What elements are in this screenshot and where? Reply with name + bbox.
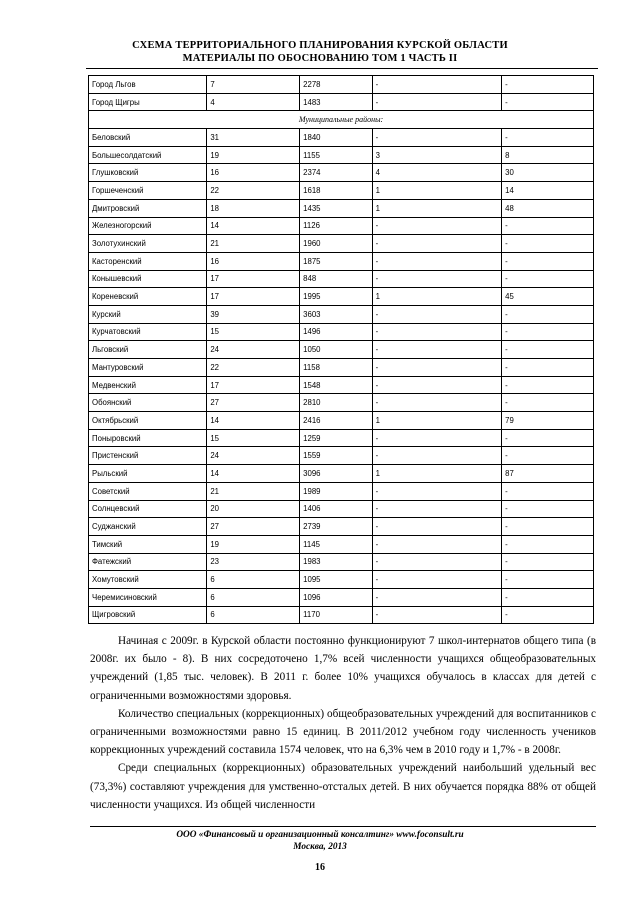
header-subtitle: МАТЕРИАЛЫ ПО ОБОСНОВАНИЮ ТОМ 1 ЧАСТЬ II bbox=[182, 53, 458, 64]
table-cell: Конышевский bbox=[89, 270, 207, 288]
table-cell: 48 bbox=[502, 199, 594, 217]
table-cell: 24 bbox=[207, 447, 300, 465]
table-cell: 1483 bbox=[300, 93, 372, 111]
table-row bbox=[89, 606, 594, 624]
footer-divider bbox=[90, 826, 596, 827]
table-cell: Глушковский bbox=[89, 164, 207, 182]
table-cell: Черемисиновский bbox=[89, 588, 207, 606]
table-cell: 2810 bbox=[300, 394, 372, 412]
table-cell: 1983 bbox=[300, 553, 372, 571]
table-cell: - bbox=[372, 447, 502, 465]
header-divider bbox=[86, 68, 598, 69]
table-row bbox=[89, 288, 594, 306]
table-cell: 15 bbox=[207, 429, 300, 447]
table-cell: 1170 bbox=[300, 606, 372, 624]
table-cell: 1155 bbox=[300, 146, 372, 164]
table-cell: 2278 bbox=[300, 76, 372, 94]
table-cell: Большесолдатский bbox=[89, 146, 207, 164]
table-cell: Обоянский bbox=[89, 394, 207, 412]
table-cell: - bbox=[372, 571, 502, 589]
table-cell: 45 bbox=[502, 288, 594, 306]
table-cell: 6 bbox=[207, 606, 300, 624]
table-cell: Город Льгов bbox=[89, 76, 207, 94]
table-cell: 24 bbox=[207, 341, 300, 359]
table-cell: 2374 bbox=[300, 164, 372, 182]
table-row bbox=[89, 412, 594, 430]
table-cell: 20 bbox=[207, 500, 300, 518]
paragraph-1: Начиная с 2009г. в Курской области постоянно функционируют 7 школ-интернатов общего типа (в 2008г. их было - 8). В них сосредоточено 1,7% всей численности учащихся общеобразовательных учреждений (1,85 тыс. человек). В 2011 г. более 10% учащихся обучалось в классах для детей с ограниченными возможностями здоровья. bbox=[90, 635, 596, 702]
table-cell: - bbox=[372, 394, 502, 412]
table-row bbox=[89, 359, 594, 377]
table-cell: 21 bbox=[207, 235, 300, 253]
table-cell: - bbox=[372, 323, 502, 341]
table-cell: Медвенский bbox=[89, 376, 207, 394]
table-cell: 1 bbox=[372, 199, 502, 217]
table-row bbox=[89, 535, 594, 553]
table-cell: - bbox=[502, 447, 594, 465]
section-label: Муниципальные районы: bbox=[89, 111, 594, 129]
table-cell: 17 bbox=[207, 288, 300, 306]
table-cell: - bbox=[502, 341, 594, 359]
table-cell: - bbox=[502, 571, 594, 589]
table-cell: - bbox=[502, 217, 594, 235]
table-cell: 1050 bbox=[300, 341, 372, 359]
table-cell: 19 bbox=[207, 535, 300, 553]
footer-city-year: Москва, 2013 bbox=[293, 842, 347, 852]
table-cell: 2416 bbox=[300, 412, 372, 430]
table-cell: - bbox=[372, 76, 502, 94]
table-row bbox=[89, 199, 594, 217]
table-cell: - bbox=[372, 359, 502, 377]
table-cell: - bbox=[372, 217, 502, 235]
table-cell: 1 bbox=[372, 412, 502, 430]
table-row bbox=[89, 341, 594, 359]
table-cell: 1 bbox=[372, 182, 502, 200]
table-cell: Льговский bbox=[89, 341, 207, 359]
table-cell: - bbox=[502, 500, 594, 518]
table-cell: 14 bbox=[207, 412, 300, 430]
table-cell: Солнцевский bbox=[89, 500, 207, 518]
table-cell: Город Щигры bbox=[89, 93, 207, 111]
table-cell: 3603 bbox=[300, 305, 372, 323]
table-cell: Рыльский bbox=[89, 465, 207, 483]
table-cell: 1096 bbox=[300, 588, 372, 606]
table-cell: Курский bbox=[89, 305, 207, 323]
table-cell: 16 bbox=[207, 252, 300, 270]
table-row bbox=[89, 394, 594, 412]
table-cell: Мантуровский bbox=[89, 359, 207, 377]
table-cell: Золотухинский bbox=[89, 235, 207, 253]
table-cell: 21 bbox=[207, 482, 300, 500]
table-cell: 8 bbox=[502, 146, 594, 164]
table-cell: Хомутовский bbox=[89, 571, 207, 589]
table-row bbox=[89, 500, 594, 518]
table-row bbox=[89, 588, 594, 606]
table-cell: - bbox=[372, 235, 502, 253]
table-cell: 18 bbox=[207, 199, 300, 217]
table-row bbox=[89, 305, 594, 323]
table-cell: Советский bbox=[89, 482, 207, 500]
table-cell: - bbox=[502, 93, 594, 111]
table-cell: Кореневский bbox=[89, 288, 207, 306]
schools-table bbox=[88, 75, 594, 624]
page-footer bbox=[0, 829, 640, 853]
table-cell: - bbox=[372, 252, 502, 270]
table-cell: - bbox=[372, 376, 502, 394]
table-row bbox=[89, 182, 594, 200]
table-cell: 2739 bbox=[300, 518, 372, 536]
table-cell: - bbox=[372, 129, 502, 147]
table-row bbox=[89, 429, 594, 447]
table-cell: - bbox=[502, 588, 594, 606]
table-cell: 6 bbox=[207, 571, 300, 589]
table-row bbox=[89, 465, 594, 483]
table-row bbox=[89, 93, 594, 111]
table-cell: - bbox=[502, 252, 594, 270]
table-row bbox=[89, 482, 594, 500]
table-row bbox=[89, 146, 594, 164]
table-cell: 1 bbox=[372, 288, 502, 306]
table-cell: 3096 bbox=[300, 465, 372, 483]
table-cell: 1559 bbox=[300, 447, 372, 465]
table-cell: 14 bbox=[207, 465, 300, 483]
table-cell: - bbox=[502, 76, 594, 94]
table-row bbox=[89, 164, 594, 182]
table-cell: Беловский bbox=[89, 129, 207, 147]
table-cell: - bbox=[502, 535, 594, 553]
table-cell: 16 bbox=[207, 164, 300, 182]
table-cell: - bbox=[372, 270, 502, 288]
page-number: 16 bbox=[315, 862, 325, 873]
table-cell: - bbox=[502, 270, 594, 288]
table-cell: 1126 bbox=[300, 217, 372, 235]
table-cell: - bbox=[372, 588, 502, 606]
table-cell: - bbox=[372, 341, 502, 359]
table-cell: - bbox=[502, 129, 594, 147]
table-cell: 1496 bbox=[300, 323, 372, 341]
table-row bbox=[89, 376, 594, 394]
footer-company: ООО «Финансовый и организационный консалтинг» www.foconsult.ru bbox=[176, 830, 464, 840]
table-row bbox=[89, 270, 594, 288]
table-cell: 15 bbox=[207, 323, 300, 341]
table-cell: 4 bbox=[207, 93, 300, 111]
table-cell: - bbox=[502, 235, 594, 253]
table-cell: - bbox=[502, 305, 594, 323]
table-cell: 1840 bbox=[300, 129, 372, 147]
table-cell: - bbox=[372, 482, 502, 500]
table-cell: Железногорский bbox=[89, 217, 207, 235]
table-cell: 23 bbox=[207, 553, 300, 571]
table-row bbox=[89, 447, 594, 465]
table-cell: - bbox=[372, 553, 502, 571]
table-cell: Октябрьский bbox=[89, 412, 207, 430]
table-cell: 1618 bbox=[300, 182, 372, 200]
table-row bbox=[89, 323, 594, 341]
table-cell: 1548 bbox=[300, 376, 372, 394]
paragraph-3: Среди специальных (коррекционных) образовательных учреждений наибольший удельный вес (73,3%) составляют учреждения для умственно-отсталых детей. В них обучается порядка 88% от общей численности учащихся. Из общей численности bbox=[90, 762, 596, 811]
table-cell: 87 bbox=[502, 465, 594, 483]
table-cell: 22 bbox=[207, 359, 300, 377]
table-cell: - bbox=[372, 606, 502, 624]
page-header bbox=[0, 39, 640, 65]
table-cell: Горшеченский bbox=[89, 182, 207, 200]
table-cell: 1145 bbox=[300, 535, 372, 553]
table-cell: - bbox=[502, 376, 594, 394]
table-cell: - bbox=[372, 429, 502, 447]
table-cell: Поныровский bbox=[89, 429, 207, 447]
table-cell: 31 bbox=[207, 129, 300, 147]
header-title: СХЕМА ТЕРРИТОРИАЛЬНОГО ПЛАНИРОВАНИЯ КУРСКОЙ ОБЛАСТИ bbox=[132, 40, 508, 51]
table-cell: Курчатовский bbox=[89, 323, 207, 341]
table-cell: - bbox=[502, 359, 594, 377]
table-cell: Щигровский bbox=[89, 606, 207, 624]
table-cell: 1989 bbox=[300, 482, 372, 500]
table-cell: 848 bbox=[300, 270, 372, 288]
table-cell: 1406 bbox=[300, 500, 372, 518]
table-cell: 1 bbox=[372, 465, 502, 483]
table-row bbox=[89, 571, 594, 589]
section-row bbox=[89, 111, 594, 129]
table-cell: - bbox=[372, 535, 502, 553]
table-row bbox=[89, 235, 594, 253]
table-cell: 17 bbox=[207, 376, 300, 394]
table-cell: 22 bbox=[207, 182, 300, 200]
paragraph-2: Количество специальных (коррекционных) общеобразовательных учреждений для воспитанников с ограниченными возможностями равно 15 единиц. В 2011/2012 учебном году численность учеников коррекционных учреждений составила 1574 человек, что на 6,3% чем в 2010 году и 1,7% - в 2008г. bbox=[90, 707, 596, 757]
table-cell: 4 bbox=[372, 164, 502, 182]
table-cell: 30 bbox=[502, 164, 594, 182]
table-cell: - bbox=[502, 518, 594, 536]
table-cell: - bbox=[372, 518, 502, 536]
table-cell: Пристенский bbox=[89, 447, 207, 465]
table-cell: - bbox=[502, 323, 594, 341]
table-cell: - bbox=[502, 553, 594, 571]
table-cell: 1875 bbox=[300, 252, 372, 270]
table-cell: Суджанский bbox=[89, 518, 207, 536]
body-text bbox=[90, 632, 596, 814]
table-cell: Касторенский bbox=[89, 252, 207, 270]
table-cell: 17 bbox=[207, 270, 300, 288]
table-cell: 6 bbox=[207, 588, 300, 606]
table-cell: 7 bbox=[207, 76, 300, 94]
table-cell: 14 bbox=[502, 182, 594, 200]
table-cell: 1158 bbox=[300, 359, 372, 377]
table-cell: - bbox=[502, 482, 594, 500]
table-cell: 27 bbox=[207, 518, 300, 536]
table-cell: 79 bbox=[502, 412, 594, 430]
table-cell: 19 bbox=[207, 146, 300, 164]
table-row bbox=[89, 217, 594, 235]
table-cell: Дмитровский bbox=[89, 199, 207, 217]
table-row bbox=[89, 129, 594, 147]
table-cell: 27 bbox=[207, 394, 300, 412]
table-cell: Фатежский bbox=[89, 553, 207, 571]
table-cell: - bbox=[502, 394, 594, 412]
table-body bbox=[89, 76, 594, 624]
table-cell: - bbox=[502, 606, 594, 624]
table-cell: 3 bbox=[372, 146, 502, 164]
table-cell: - bbox=[372, 93, 502, 111]
table-cell: - bbox=[502, 429, 594, 447]
table-cell: Тимский bbox=[89, 535, 207, 553]
table-cell: - bbox=[372, 500, 502, 518]
table-cell: 1095 bbox=[300, 571, 372, 589]
table-row bbox=[89, 252, 594, 270]
table-cell: 39 bbox=[207, 305, 300, 323]
table-cell: 1995 bbox=[300, 288, 372, 306]
table-cell: 14 bbox=[207, 217, 300, 235]
table-row bbox=[89, 518, 594, 536]
table-cell: 1259 bbox=[300, 429, 372, 447]
table-row bbox=[89, 553, 594, 571]
table-cell: 1435 bbox=[300, 199, 372, 217]
table-cell: 1960 bbox=[300, 235, 372, 253]
table-cell: - bbox=[372, 305, 502, 323]
table-row bbox=[89, 76, 594, 94]
